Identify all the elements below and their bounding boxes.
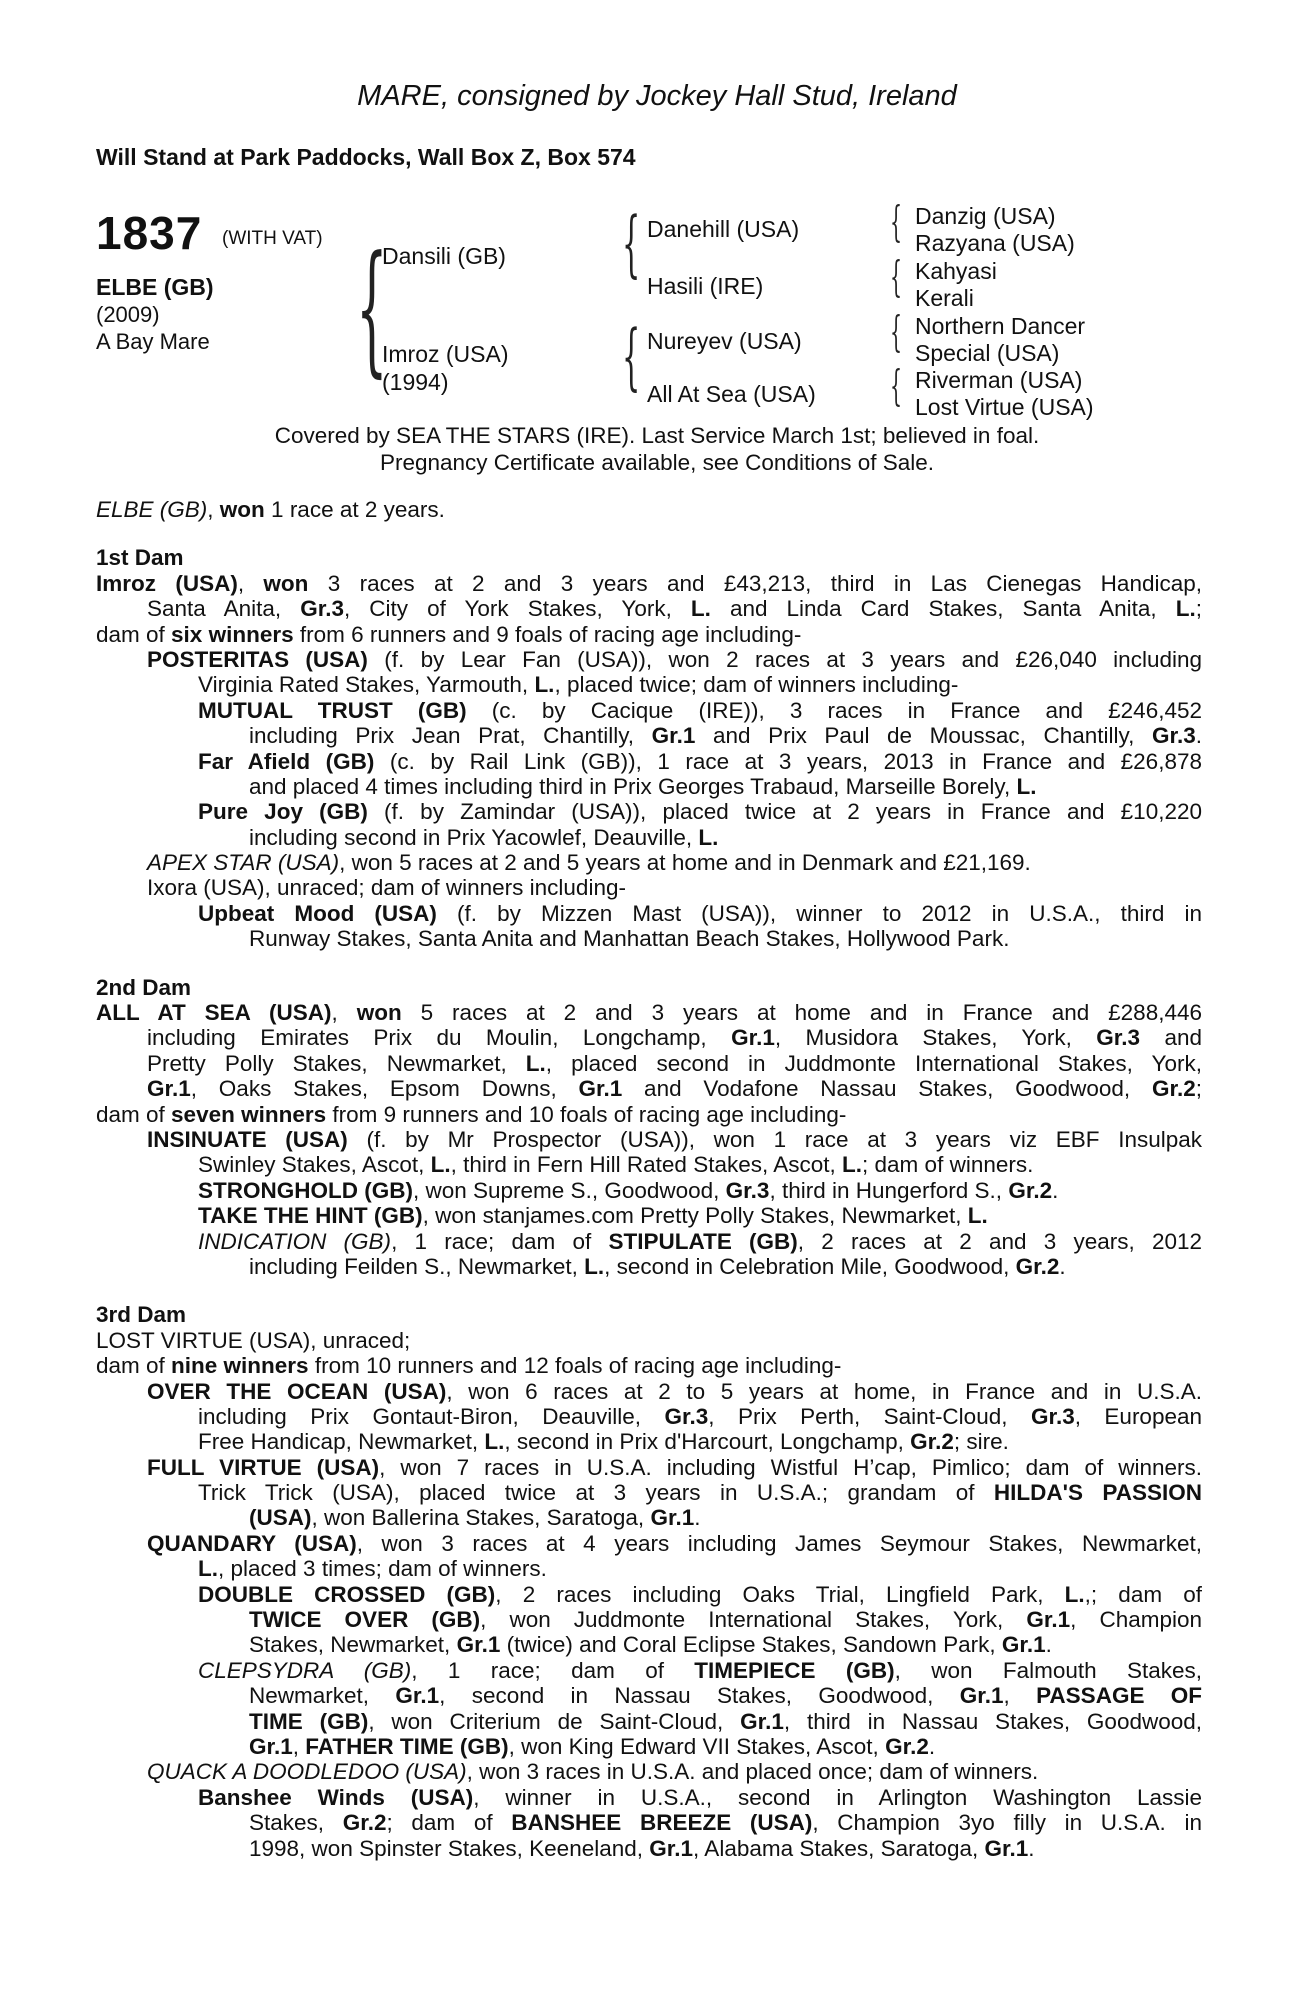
first-dam-line: Runway Stakes, Santa Anita and Manhattan Beach Stakes, Hollywood Park. — [249, 926, 1010, 952]
pedigree-brace-g1: { — [890, 197, 903, 246]
second-dam-line: Swinley Stakes, Ascot, L., third in Fern Hill Rated Stakes, Ascot, L.; dam of winners. — [198, 1152, 1034, 1178]
first-dam-line: and placed 4 times including third in Prix Georges Trabaud, Marseille Borely, L. — [249, 773, 1037, 799]
covering-note — [0, 422, 1314, 476]
pedigree-brace-g3: { — [890, 307, 903, 356]
pedigree-brace-sire: { — [622, 201, 641, 285]
first-dam-line: APEX STAR (USA), won 5 races at 2 and 5 years at home and in Denmark and £21,169. — [147, 850, 1031, 876]
third-dam-line: Trick Trick (USA), placed twice at 3 years in U.S.A.; grandam of HILDA'S PASSION — [198, 1480, 1202, 1506]
gen3-4: Kerali — [915, 285, 974, 311]
third-dam-line: TWICE OVER (GB), won Juddmonte International Stakes, York, Gr.1, Champion — [249, 1607, 1202, 1633]
first-dam-line: Santa Anita, Gr.3, City of York Stakes, York, L. and Linda Card Stakes, Santa Anita, L.; — [147, 596, 1202, 622]
gen3-3: Kahyasi — [915, 258, 997, 284]
third-dam-line: QUACK A DOODLEDOO (USA), won 3 races in U.S.A. and placed once; dam of winners. — [147, 1759, 1039, 1785]
third-dam-line: FULL VIRTUE (USA), won 7 races in U.S.A. including Wistful H’cap, Pimlico; dam of winners. — [147, 1454, 1202, 1480]
covering-line-1: Covered by SEA THE STARS (IRE). Last Service March 1st; believed in foal. — [274, 423, 1040, 448]
second-dam-line: Pretty Polly Stakes, Newmarket, L., placed second in Juddmonte International Stakes, York, — [147, 1050, 1202, 1076]
second-dam-line: STRONGHOLD (GB), won Supreme S., Goodwood, Gr.3, third in Hungerford S., Gr.2. — [198, 1177, 1059, 1203]
third-dam-line: Newmarket, Gr.1, second in Nassau Stakes, Goodwood, Gr.1, PASSAGE OF — [249, 1683, 1202, 1709]
first-dam-line: Upbeat Mood (USA) (f. by Mizzen Mast (USA)), winner to 2012 in U.S.A., third in — [198, 900, 1202, 926]
first-dam-heading: 1st Dam — [96, 545, 184, 571]
dam-name: Imroz (USA) — [382, 341, 509, 367]
dam-dam-name: All At Sea (USA) — [647, 381, 816, 407]
second-dam-line: TAKE THE HINT (GB), won stanjames.com Pretty Polly Stakes, Newmarket, L. — [198, 1203, 988, 1229]
third-dam-line: Stakes, Gr.2; dam of BANSHEE BREEZE (USA), Champion 3yo filly in U.S.A. in — [249, 1810, 1202, 1836]
pedigree-brace-main: { — [356, 226, 388, 391]
third-dam-line: OVER THE OCEAN (USA), won 6 races at 2 to 5 years at home, in France and in U.S.A. — [147, 1378, 1202, 1404]
consignor-title: MARE, consigned by Jockey Hall Stud, Ireland — [357, 80, 957, 112]
first-dam-line: including Prix Jean Prat, Chantilly, Gr.1 and Prix Paul de Moussac, Chantilly, Gr.3. — [249, 723, 1202, 749]
third-dam-line: DOUBLE CROSSED (GB), 2 races including Oaks Trial, Lingfield Park, L.,; dam of — [198, 1581, 1202, 1607]
horse-description: A Bay Mare — [96, 329, 210, 354]
third-dam-line: Gr.1, FATHER TIME (GB), won King Edward VII Stakes, Ascot, Gr.2. — [249, 1733, 936, 1759]
vat-label: (WITH VAT) — [222, 228, 323, 249]
first-dam-line: Imroz (USA), won 3 races at 2 and 3 years and £43,213, third in Las Cienegas Handicap, — [96, 570, 1202, 596]
gen3-7: Riverman (USA) — [915, 367, 1083, 393]
third-dam-line: TIME (GB), won Criterium de Saint-Cloud, Gr.1, third in Nassau Stakes, Goodwood, — [249, 1708, 1202, 1734]
third-dam-line: CLEPSYDRA (GB), 1 race; dam of TIMEPIECE (GB), won Falmouth Stakes, — [198, 1657, 1202, 1683]
sire-sire-name: Danehill (USA) — [647, 216, 800, 242]
pedigree-brace-g4: { — [890, 361, 903, 410]
third-dam-heading: 3rd Dam — [96, 1302, 187, 1328]
gen3-6: Special (USA) — [915, 340, 1060, 366]
second-dam-line: dam of seven winners from 9 runners and 10 foals of racing age including- — [96, 1101, 847, 1127]
second-dam-line: INDICATION (GB), 1 race; dam of STIPULATE (GB), 2 races at 2 and 3 years, 2012 — [198, 1228, 1202, 1254]
third-dam-line: dam of nine winners from 10 runners and 12 foals of racing age including- — [96, 1353, 842, 1379]
third-dam-line: LOST VIRTUE (USA), unraced; — [96, 1327, 411, 1353]
gen3-8: Lost Virtue (USA) — [915, 394, 1094, 420]
foaling-year: (2009) — [96, 302, 160, 327]
race-record: ELBE (GB), won 1 race at 2 years. — [96, 497, 445, 522]
first-dam-line: Pure Joy (GB) (f. by Zamindar (USA)), placed twice at 2 years in France and £10,220 — [198, 799, 1202, 825]
horse-name: ELBE (GB) — [96, 274, 214, 300]
third-dam-line: (USA), won Ballerina Stakes, Saratoga, Gr.1. — [249, 1505, 701, 1531]
first-dam-line: Ixora (USA), unraced; dam of winners including- — [147, 875, 626, 901]
third-dam-line: including Prix Gontaut-Biron, Deauville, Gr.3, Prix Perth, Saint-Cloud, Gr.3, European — [198, 1403, 1202, 1429]
second-dam-line: Gr.1, Oaks Stakes, Epsom Downs, Gr.1 and Vodafone Nassau Stakes, Goodwood, Gr.2; — [147, 1076, 1202, 1102]
second-dam-heading: 2nd Dam — [96, 974, 192, 1000]
first-dam-line: including second in Prix Yacowlef, Deauville, L. — [249, 824, 719, 850]
second-dam-line: including Feilden S., Newmarket, L., second in Celebration Mile, Goodwood, Gr.2. — [249, 1253, 1066, 1279]
second-dam-line: including Emirates Prix du Moulin, Longchamp, Gr.1, Musidora Stakes, York, Gr.3 and — [147, 1025, 1202, 1051]
dam-year: (1994) — [382, 369, 449, 395]
second-dam-line: INSINUATE (USA) (f. by Mr Prospector (USA)), won 1 race at 3 years viz EBF Insulpak — [147, 1126, 1202, 1152]
second-dam-line: ALL AT SEA (USA), won 5 races at 2 and 3 years at home and in France and £288,446 — [96, 1000, 1202, 1026]
first-dam-line: POSTERITAS (USA) (f. by Lear Fan (USA)), won 2 races at 3 years and £26,040 including — [147, 646, 1202, 672]
gen3-1: Danzig (USA) — [915, 203, 1056, 229]
third-dam-line: Free Handicap, Newmarket, L., second in Prix d'Harcourt, Longchamp, Gr.2; sire. — [198, 1429, 1009, 1455]
third-dam-line: L., placed 3 times; dam of winners. — [198, 1556, 547, 1582]
sire-dam-name: Hasili (IRE) — [647, 273, 764, 299]
sire-name: Dansili (GB) — [382, 243, 506, 269]
third-dam-line: 1998, won Spinster Stakes, Keeneland, Gr.1, Alabama Stakes, Saratoga, Gr.1. — [249, 1835, 1035, 1861]
first-dam-line: dam of six winners from 6 runners and 9 foals of racing age including- — [96, 621, 802, 647]
first-dam-line: Far Afield (GB) (c. by Rail Link (GB)), 1 race at 3 years, 2013 in France and £26,878 — [198, 748, 1202, 774]
pedigree-body — [96, 497, 1202, 1861]
third-dam-line: Banshee Winds (USA), winner in U.S.A., second in Arlington Washington Lassie — [198, 1784, 1202, 1810]
gen3-5: Northern Dancer — [915, 313, 1086, 339]
first-dam-line: Virginia Rated Stakes, Yarmouth, L., placed twice; dam of winners including- — [198, 672, 959, 698]
third-dam-line: Stakes, Newmarket, Gr.1 (twice) and Coral Eclipse Stakes, Sandown Park, Gr.1. — [249, 1632, 1052, 1658]
lot-number: 1837 — [96, 207, 203, 259]
first-dam-line: MUTUAL TRUST (GB) (c. by Cacique (IRE)), 3 races in France and £246,452 — [198, 697, 1202, 723]
covering-line-2: Pregnancy Certificate available, see Conditions of Sale. — [379, 450, 935, 475]
pedigree-brace-g2: { — [890, 252, 903, 301]
dam-sire-name: Nureyev (USA) — [647, 328, 802, 354]
stand-location: Will Stand at Park Paddocks, Wall Box Z, Box 574 — [96, 144, 636, 170]
gen3-2: Razyana (USA) — [915, 230, 1075, 256]
pedigree-brace-dam: { — [622, 314, 641, 398]
third-dam-line: QUANDARY (USA), won 3 races at 4 years including James Seymour Stakes, Newmarket, — [147, 1530, 1202, 1556]
